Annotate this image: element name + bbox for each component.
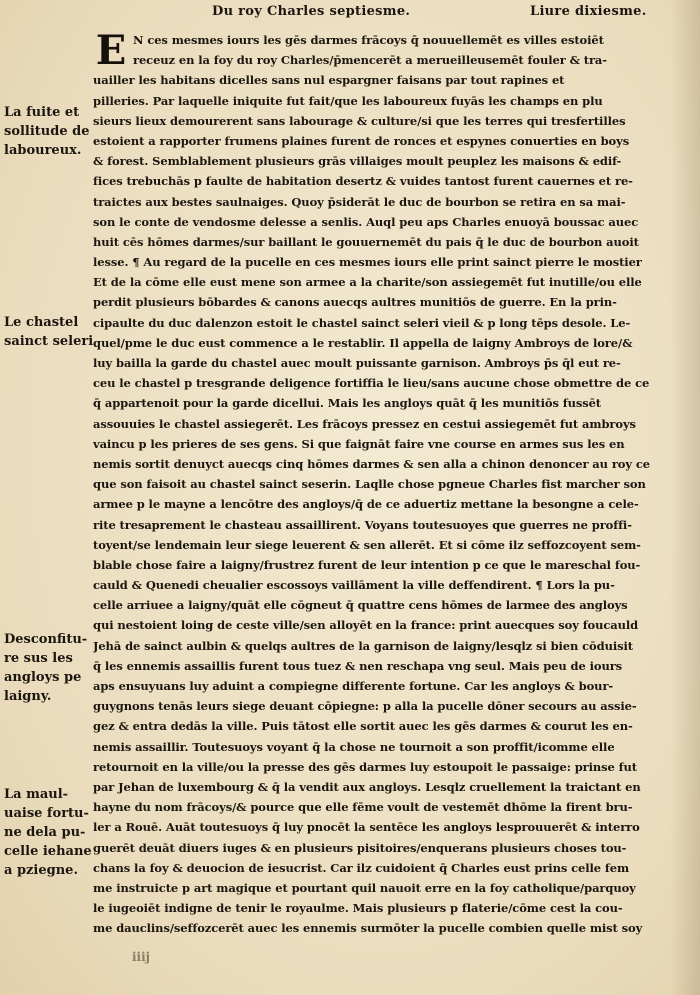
margin-note-line: re sus les <box>4 651 73 666</box>
margin-note-line: sainct seleri <box>4 334 94 349</box>
running-head-book: Liure dixiesme. <box>530 4 647 19</box>
text-line: cipaulte du duc dalenzon estoit le chastel sainct seleri vieil & p long tēps desole. Le- <box>93 315 631 330</box>
text-line: Jehā de sainct aulbin & quelqs aultres de la garnison de laigny/lesqlz si bien cōduisit <box>93 638 633 653</box>
text-line: toyent/se lendemain leur siege leuerent & sen allerēt. Et si cōme ilz seffozcoyent sem- <box>93 537 641 552</box>
margin-note-line: laboureux. <box>4 143 82 158</box>
signature-mark: iiij <box>132 950 151 964</box>
margin-note-chastel <box>4 313 94 351</box>
text-line: uailler les habitans dicelles sans nul espargner faisans par tout rapines et <box>93 73 565 88</box>
text-line: q̄ appartenoit pour la garde dicellui. Mais les angloys quāt q̄ les munitiōs fussēt <box>93 396 602 411</box>
margin-note-line: a pziegne. <box>4 863 78 878</box>
text-line: retournoit en la ville/ou la presse des gēs darmes luy estoupoit le passaige: prinse fut <box>93 759 637 774</box>
margin-note-fuite <box>4 103 90 160</box>
text-line: receuz en la foy du roy Charles/p̄mencerēt a merueilleusemēt fouler & tra- <box>133 53 607 68</box>
text-line: vaincu p les prieres de ses gens. Si que faignāt faire vne course en armes sus les en <box>93 436 625 451</box>
text-line: me dauclins/seffozcerēt auec les ennemis surmōter la pucelle combien quelle mist soy <box>93 921 643 936</box>
margin-note-line: celle iehane <box>4 844 92 859</box>
margin-note-line: Desconfitu- <box>4 632 88 647</box>
margin-note-line: laigny. <box>4 689 52 704</box>
text-line: quel/pme le duc eust commence a le restablir. Il appella de laigny Ambroys de lore/& <box>93 335 633 350</box>
margin-note-line: La fuite et <box>4 105 80 120</box>
text-line: traictes aux bestes saulnaiges. Quoy p̄siderāt le duc de bourbon se retira en sa mai- <box>93 194 626 209</box>
text-line: rite tresaprement le chasteau assaillirent. Voyans toutesuoyes que guerres ne proffi- <box>93 517 632 532</box>
text-line: ler a Rouē. Auāt toutesuoys q̄ luy pnocēt la sentēce les angloys lesprouuerēt & interro <box>93 820 640 835</box>
text-line: & forest. Semblablement plusieurs grās villaiges moult peuplez les maisons & edif- <box>93 154 622 169</box>
text-line: celle arriuee a laigny/quāt elle cōgneut q̄ quattre cens hōmes de larmee des angloys <box>93 598 628 613</box>
text-line: nemis assaillir. Toutesuoys voyant q̄ la chose ne tournoit a son proffit/icomme elle <box>93 739 615 754</box>
text-line: guerēt deuāt diuers iuges & en plusieurs pisitoires/enquerans plusieurs choses tou- <box>93 840 627 855</box>
text-line: que son faisoit au chastel sainct seserin. Laqlle chose pgneue Charles fist marcher son <box>93 477 646 492</box>
body-text <box>93 27 658 938</box>
margin-note-line: uaise fortu- <box>4 806 89 821</box>
text-line: estoient a rapporter frumens plaines furent de ronces et espynes conuerties en boys <box>93 133 630 148</box>
initial-letter: E <box>95 27 127 74</box>
text-line: chans la foy & deuocion de iesucrist. Car ilz cuidoient q̄ Charles eust prins celle fem <box>93 860 630 875</box>
text-line: sieurs lieux demourerent sans labourage & culture/si que les terres qui tresfertilles <box>93 113 626 128</box>
text-line: ceu le chastel p tresgrande deligence fortiffia le lieu/sans aucune chose obmettre de ce <box>93 376 650 391</box>
running-head <box>0 4 700 24</box>
text-line: son le conte de vendosme delesse a senlis. Auql peu aps Charles enuoyā boussac auec <box>93 214 639 229</box>
text-line: me instruicte p art magique et pourtant quil nauoit erre en la foy catholique/parquoy <box>93 880 636 895</box>
margin-note-line: ne dela pu- <box>4 825 86 840</box>
margin-note-desconfiture <box>4 630 86 706</box>
margin-note-fortune <box>4 785 92 880</box>
margin-note-line: angloys pe <box>4 670 82 685</box>
text-line: huit cēs hōmes darmes/sur baillant le gouuernemēt du pais q̄ le duc de bourbon auoit <box>93 234 639 249</box>
text-line: le iugeoiēt indigne de tenir le royaulme. Mais plusieurs p flaterie/cōme cest la cou- <box>93 901 623 916</box>
text-line: pilleries. Par laquelle iniquite fut fait/que les laboureux fuyās les champs en plu <box>93 93 603 108</box>
text-line: gez & entra dedās la ville. Puis tātost elle sortit auec les gēs darmes & courut les en- <box>93 719 633 734</box>
text-line: fices trebuchās p faulte de habitation desertz & vuides tantost furent cauernes et re- <box>93 174 633 189</box>
text-line: q̄ les ennemis assaillis furent tous tuez & nen reschapa vng seul. Mais peu de iours <box>93 658 623 673</box>
text-line: armee p le mayne a lencōtre des angloys/q̄ de ce aduertiz mettane la besongne a cele- <box>93 497 639 512</box>
text-line: assouuies le chastel assiegerēt. Les frācoys pressez en cestui assiegemēt fut ambroys <box>93 416 636 431</box>
text-line: N ces mesmes iours les gēs darmes frācoys q̄ nouuellemēt es villes estoiēt <box>133 33 604 47</box>
text-line: luy bailla la garde du chastel auec moult puissante garnison. Ambroys p̄s q̄l eut re- <box>93 356 621 370</box>
text-line: qui nestoient loing de ceste ville/sen alloyēt en la france: print auecques soy foucauld <box>93 618 639 633</box>
text-line: guygnons tenās leurs siege deuant cōpiegne: p alla la pucelle dōner secours au assie- <box>93 699 637 714</box>
text-line: lesse. ¶ Au regard de la pucelle en ces mesmes iours elle print sainct pierre le mostier <box>93 255 642 270</box>
text-line: par Jehan de luxembourg & q̄ la vendit aux angloys. Lesqlz cruellement la traictant en <box>93 779 641 794</box>
text-line: nemis sortit denuyct auecqs cinq hōmes darmes & sen alla a chinon denoncer au roy ce <box>93 456 650 471</box>
text-line: blable chose faire a laigny/frustrez furent de leur intention p ce que le mareschal fou- <box>93 557 641 572</box>
text-line: aps ensuyuans luy aduint a compiegne differente fortune. Car les angloys & bour- <box>93 679 614 693</box>
text-line: cauld & Quenedi cheualier escossoys vaillāment la ville deffendirent. ¶ Lors la pu- <box>93 578 615 593</box>
text-line: Et de la cōme elle eust mene son armee a la charite/son assiegemēt fut inutille/ou elle <box>93 275 642 290</box>
text-line: perdit plusieurs bōbardes & canons auecqs aultres munitiōs de guerre. En la prin- <box>93 295 617 310</box>
margin-notes <box>0 0 94 995</box>
running-head-title: Du roy Charles septiesme. <box>212 4 411 19</box>
margin-note-line: La maul- <box>4 787 69 802</box>
text-line: hayne du nom frācoys/& pource que elle fēme voult de vestemēt dhōme la firent bru- <box>93 800 633 815</box>
margin-note-line: sollitude de <box>4 124 90 139</box>
text-lines <box>93 27 658 938</box>
margin-note-line: Le chastel <box>4 315 79 330</box>
page-edge-shadow <box>670 0 700 995</box>
